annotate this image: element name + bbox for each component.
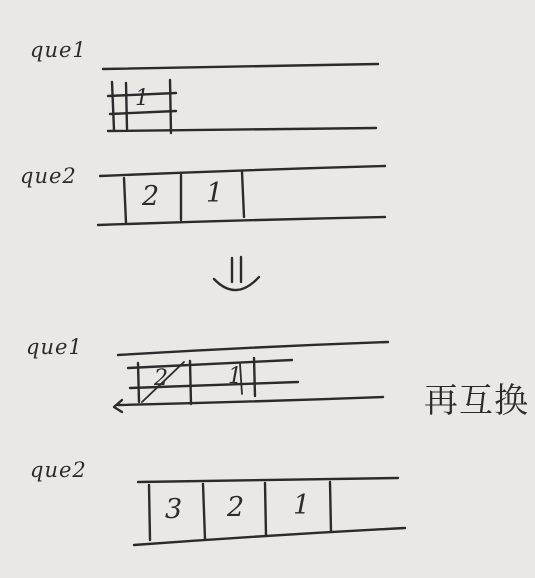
bottom-queue2-cell: 1 <box>293 490 311 521</box>
bottom-queue2-cell: 3 <box>165 494 183 525</box>
side-note-swap: 再互换 <box>424 381 529 421</box>
top-queue1-label: que1 <box>30 38 87 62</box>
top-queue2-label: que2 <box>20 164 77 188</box>
down-transition-arrow <box>214 257 259 290</box>
top-queue1-cell: 1 <box>135 86 149 111</box>
bottom-queue2-cell: 2 <box>227 492 245 523</box>
bottom-queue1-label: que1 <box>26 335 83 359</box>
top-queue2-cell: 1 <box>206 178 224 209</box>
transition-arrow-text <box>222 300 223 301</box>
bottom-queue1-cell: 2 <box>154 366 168 391</box>
bottom-queue1-cell: 1 <box>228 364 242 389</box>
bottom-queue2-label: que2 <box>30 458 87 482</box>
top-queue2-cell: 2 <box>142 181 160 212</box>
